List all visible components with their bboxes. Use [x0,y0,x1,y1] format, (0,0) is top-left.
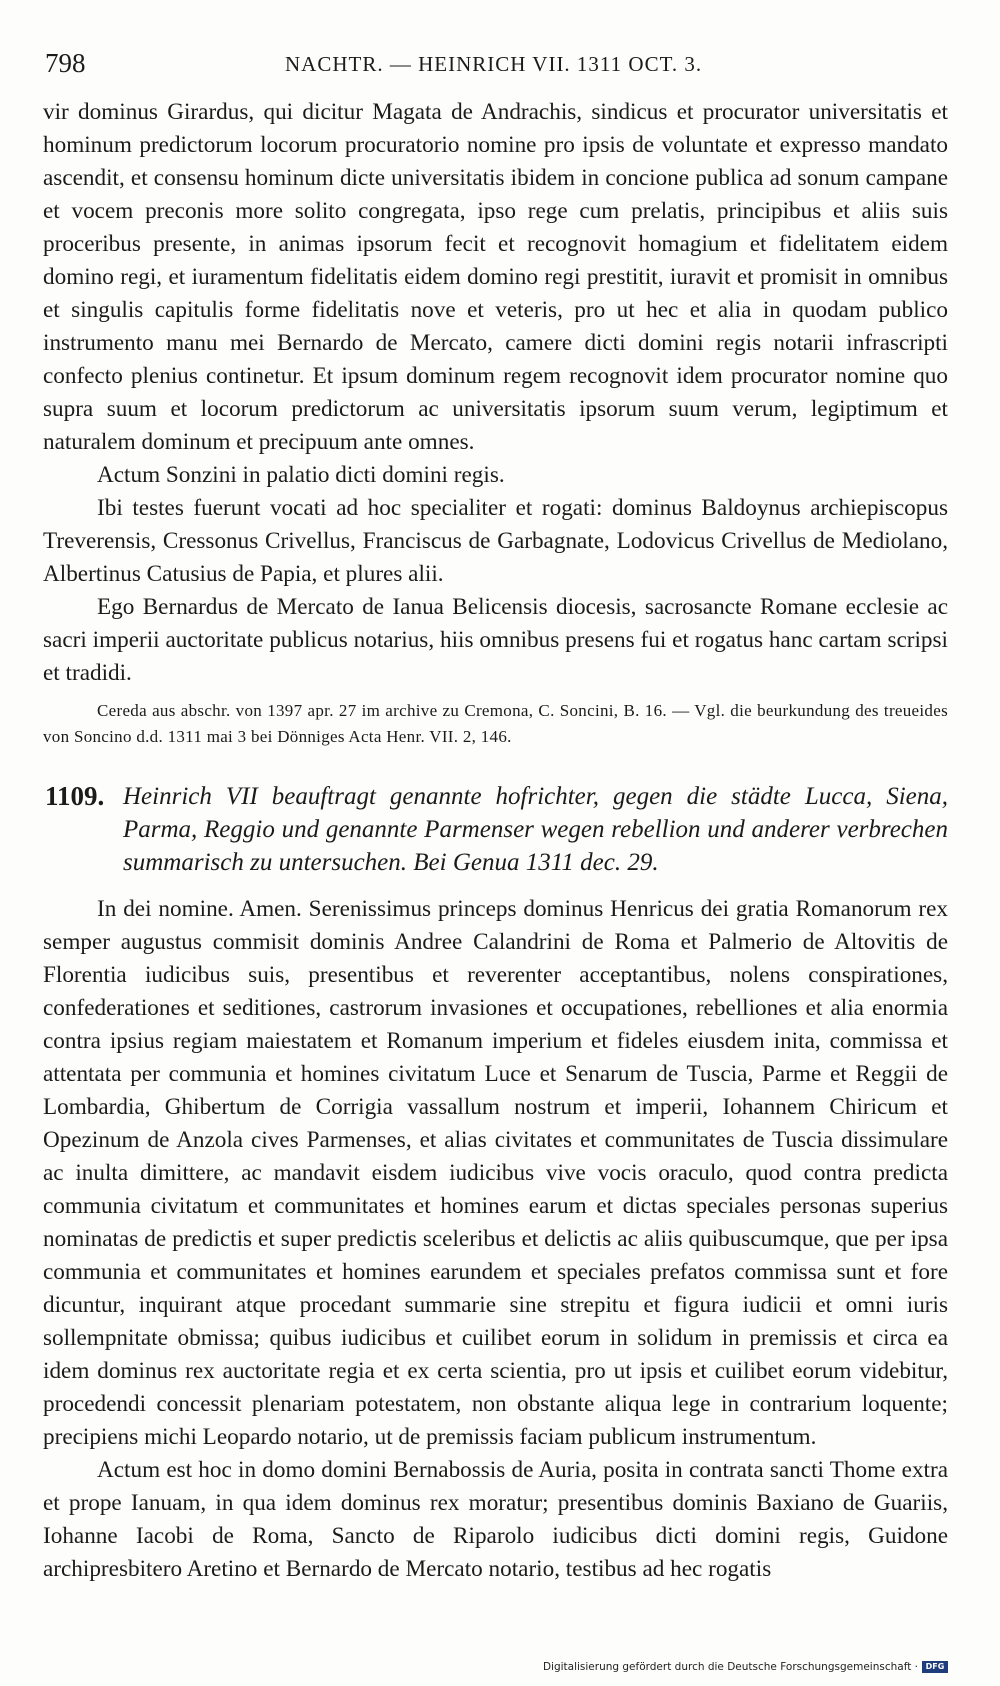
credit-text: Digitalisierung gefördert durch die Deutsche Forschungsgemeinschaft · [542,1661,918,1673]
page-header [43,42,948,82]
paragraph: vir dominus Girardus, qui dicitur Magata de Andrachis, sindicus et procurator universitatis et hominum predictorum locorum procuratorio nomine pro ipsis de voluntate et expresso mandato ascendit, et consensu hominum dicte universitatis ibidem in concione publica ad sonum campane et vocem preconis more solito congregata, ipso rege cum prelatis, principibus et aliis suis proceribus presente, in animas ipsorum fecit et recognovit homagium et fidelitatem eidem domino regi, et iuramentum fidelitatis eidem domino regi prestitit, iuravit et promisit in omnibus et singulis capitulis forme fidelitatis nove et veteris, pro ut hec et alia in quodam publico instrumento manu mei Bernardo de Mercato, camere dicti domini regis notarii infrascripti confecto plenius continetur. Et ipsum dominum regem recognovit idem procurator nomine quo supra suum et locorum predictorum ac universitatis ipsorum suum verum, legiptimum et naturalem dominum et precipuum ante omnes. [43,99,948,455]
document-number: 1109. [45,781,105,811]
paragraph: Ego Bernardus de Mercato de Ianua Belicensis diocesis, sacrosancte Romane ecclesie ac sacri imperii auctoritate publicus notarius, hiis omnibus presens fui et rogatus hanc cartam scripsi et tradidi. [43,594,948,686]
paragraph: Actum Sonzini in palatio dicti domini regis. [97,462,505,488]
source-note: Cereda aus abschr. von 1397 apr. 27 im archive zu Cremona, C. Soncini, B. 16. — Vgl. die beurkundung des treueides von Soncino d.d. 1311 mai 3 bei Dönniges Acta Henr. VII. 2, 146. [43,701,948,746]
document-date: 1311 dec. 29. [525,849,659,876]
paragraph: Ibi testes fuerunt vocati ad hoc specialiter et rogati: dominus Baldoynus archiepiscopus Treverensis, Cressonus Crivellus, Franciscus de Garbagnate, Lodovicus Crivellus de Mediolano, Albertinus Catusius de Papia, et plures alii. [43,495,948,587]
document-heading [43,780,948,879]
document-summary: Heinrich VII beauftragt genannte hofrichter, gegen die städte Lucca, Siena, Parma, Reggio und genannte Parmenser wegen rebellion und anderer verbrechen summarisch zu untersuchen. Bei Genua [123,783,948,876]
running-head: NACHTR. — HEINRICH VII. 1311 OCT. 3. [285,52,703,76]
paragraph: In dei nomine. Amen. Serenissimus princeps dominus Henricus dei gratia Romanorum rex semper augustus commisit dominis Andree Calandrini de Roma et Palmerio de Altovitis de Florentia iudicibus suis, presentibus et reverenter acceptantibus, nolens conspirationes, confederationes et seditiones, castrorum invasiones et occupationes, rebelliones et alia enormia contra ipsius regiam maiestatem et Romanum imperium et fideles eiusdem inita, commissa et attentata per communia et homines civitatum Luce et Senarum de Tuscia, Parme et Reggii de Lombardia, Ghibertum de Corrigia vassallum nostrum et imperii, Iohannem Chiricum et Opezinum de Anzola cives Parmenses, et alias civitates et communitates de Tuscia dissimulare ac inulta dimittere, ac mandavit eisdem iudicibus vive vocis oraculo, quod contra predicta communia civitatum et communitates et homines earum et dictas speciales personas superius nominatas de predictis et super predictis sceleribus et delictis ac aliis quibuscumque, que per ipsa communia et communitates et homines earundem et speciales prefatos commissa sunt et fore dicuntur, inquirant atque procedant summarie sine strepitu et figura iudicii et omni iuris sollempnitate obmissa; quibus iudicibus et cuilibet eorum in solidum in premissis et circa ea idem dominus rex auctoritate regia et ex certa scientia, pro ut ipsis et cuilibet eorum videbitur, procedendi concessit plenariam potestatem, non obstante aliqua lege in contrarium loquente; precipiens michi Leopardo notario, ut de premissis faciam publicum instrumentum. [43,896,948,1450]
page-number: 798 [45,48,86,78]
dfg-logo-icon: DFG [922,1661,948,1673]
body-text [43,96,948,1586]
paragraph: Actum est hoc in domo domini Bernabossis de Auria, posita in contrata sancti Thome extra et prope Ianuam, in qua idem dominus rex moratur; presentibus dominis Baxiano de Guariis, Iohanne Iacobi de Roma, Sancto de Riparolo iudicibus dicti domini regis, Guidone archipresbitero Aretino et Bernardo de Mercato notario, testibus ad hec rogatis [43,1457,948,1582]
digitization-credit [543,1661,948,1673]
